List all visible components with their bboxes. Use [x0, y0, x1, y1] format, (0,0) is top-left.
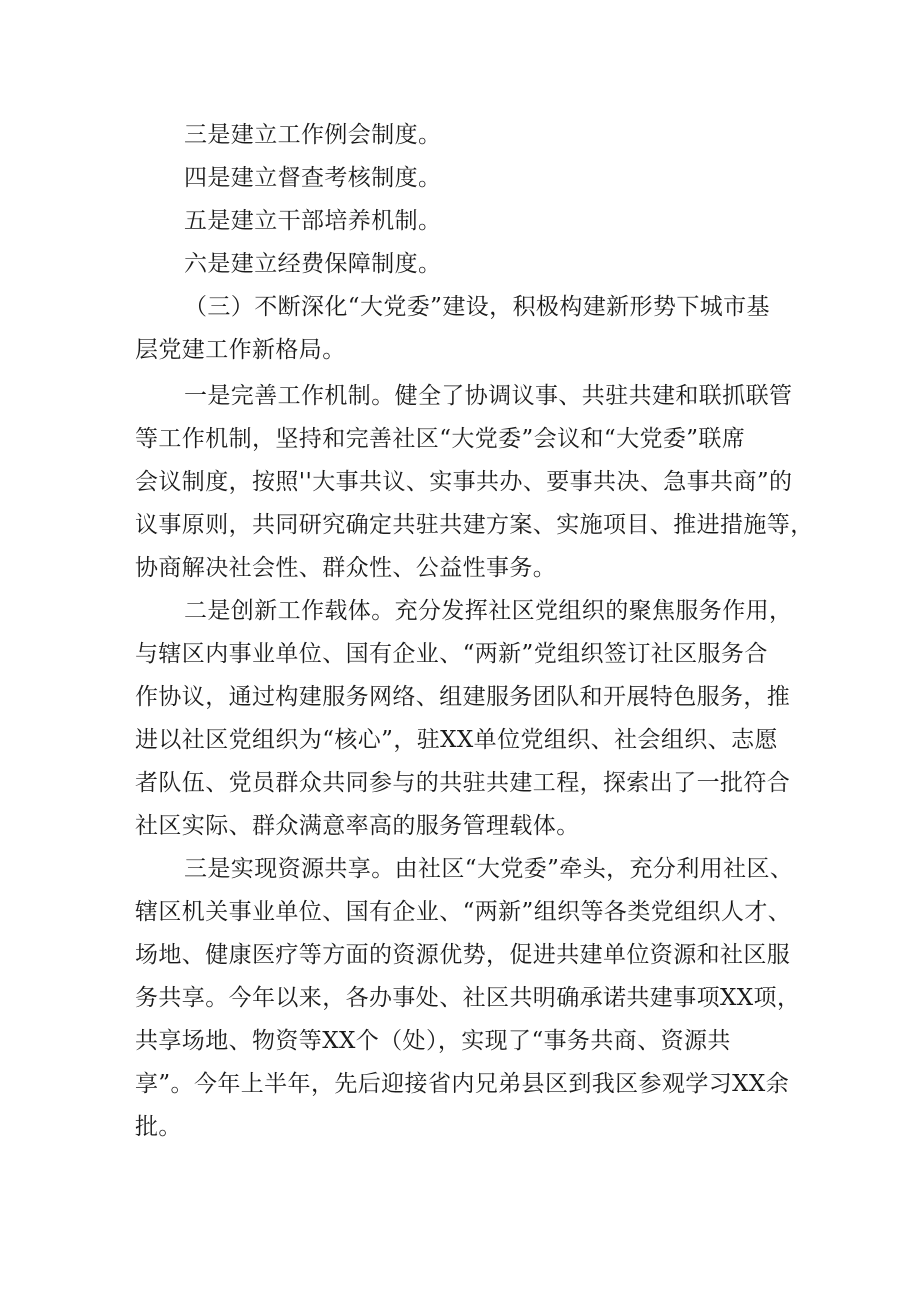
- text-line: 者队伍、党员群众共同参与的共驻共建工程，探索出了一批符合: [135, 770, 791, 796]
- section-heading: （三）不断深化“大党委”建设，积极构建新形势下城市基: [184, 294, 770, 320]
- text-line: 二是创新工作载体。充分发挥社区党组织的聚焦服务作用，: [184, 598, 793, 624]
- text-line: 等工作机制，坚持和完善社区“大党委”会议和“大党委”联席: [135, 426, 746, 452]
- text-line: 享”。今年上半年，先后迎接省内兄弟县区到我区参观学习XX余: [135, 1071, 790, 1097]
- text-line: 五是建立干部培养机制。: [184, 208, 442, 234]
- text-line: 作协议，通过构建服务网络、组建服务团队和开展特色服务，推: [135, 684, 791, 710]
- text-line: 一是完善工作机制。健全了协调议事、共驻共建和联抓联管: [184, 383, 793, 409]
- text-line: 会议制度，按照''大事共议、实事共办、要事共决、急事共商”的: [135, 469, 793, 495]
- text-line: 议事原则，共同研究确定共驻共建方案、实施项目、推进措施等，: [135, 512, 814, 538]
- text-line: 三是建立工作例会制度。: [184, 122, 442, 148]
- text-line: 协商解决社会性、群众性、公益性事务。: [135, 555, 557, 581]
- text-line: 三是实现资源共享。由社区“大党委”牵头，充分利用社区、: [184, 856, 794, 882]
- text-line: 与辖区内事业单位、国有企业、“两新”党组织签订社区服务合: [135, 641, 768, 667]
- text-line: 四是建立督查考核制度。: [184, 165, 442, 191]
- text-line: 六是建立经费保障制度。: [184, 251, 442, 277]
- text-line: 务共享。今年以来，各办事处、社区共明确承诺共建事项XX项，: [135, 985, 801, 1011]
- text-line: 辖区机关事业单位、国有企业、“两新”组织等各类党组织人才、: [135, 899, 792, 925]
- text-line: 社区实际、群众满意率高的服务管理载体。: [135, 813, 580, 839]
- text-line: 批。: [135, 1114, 182, 1140]
- section-heading-continued: 层党建工作新格局。: [135, 337, 346, 363]
- text-line: 共享场地、物资等XX个（处），实现了“事务共商、资源共: [135, 1028, 731, 1054]
- text-line: 进以社区党组织为“核心”，驻XX单位党组织、社会组织、志愿: [135, 727, 778, 753]
- text-line: 场地、健康医疗等方面的资源优势，促进共建单位资源和社区服: [135, 942, 791, 968]
